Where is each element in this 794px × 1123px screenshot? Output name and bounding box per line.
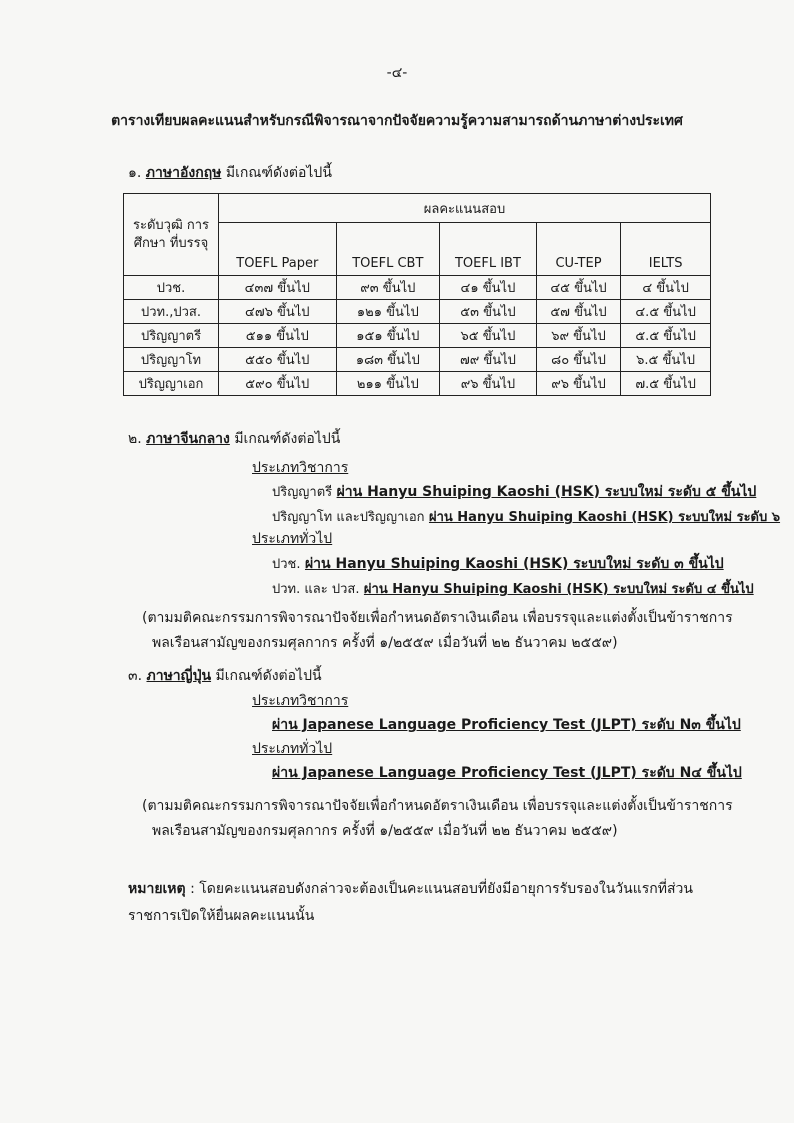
table-cell: ๖.๕ ขึ้นไป <box>621 348 711 372</box>
remark-text: : โดยคะแนนสอบดังกล่าวจะต้องเป็นคะแนนสอบที่ยังมีอายุการรับรองในวันแรกที่ส่วนราชการเปิดให้ยื่นผลคะแนนนั้น <box>128 881 693 924</box>
requirement-text: ผ่าน Japanese Language Proficiency Test (JLPT) ระดับ N๔ ขึ้นไป <box>272 765 742 781</box>
chinese-academic-graduate <box>272 506 780 527</box>
table-header-col: TOEFL IBT <box>440 223 537 276</box>
japanese-academic-label <box>252 690 348 712</box>
table-header-col: CU-TEP <box>536 223 620 276</box>
requirement-text: ผ่าน Hanyu Shuiping Kaoshi (HSK) ระบบใหม่ ระดับ ๖ <box>428 510 781 525</box>
table-cell: ๕๓ ขึ้นไป <box>440 300 537 324</box>
category-label: ประเภทวิชาการ <box>252 460 349 476</box>
japanese-academic-requirement <box>272 714 741 736</box>
section-number: ๑. <box>128 165 142 181</box>
category-label: ประเภททั่วไป <box>252 741 333 757</box>
section-number: ๓. <box>128 668 143 684</box>
table-cell: ๙๖ ขึ้นไป <box>440 372 537 396</box>
table-cell: ๗.๕ ขึ้นไป <box>621 372 711 396</box>
requirement-text: ผ่าน Hanyu Shuiping Kaoshi (HSK) ระบบใหม่ ระดับ ๓ ขึ้นไป <box>304 556 724 572</box>
section-language-name: ภาษาอังกฤษ <box>145 165 222 181</box>
table-cell: ๕๑๑ ขึ้นไป <box>219 324 337 348</box>
chinese-academic-label <box>252 457 348 479</box>
table-row <box>124 300 711 324</box>
table-row <box>124 276 711 300</box>
table-cell: ๑๒๑ ขึ้นไป <box>336 300 440 324</box>
category-label: ประเภทวิชาการ <box>252 693 349 709</box>
table-row <box>124 348 711 372</box>
degree-label: ปริญญาโท และปริญญาเอก <box>272 510 425 525</box>
table-cell: ๔ ขึ้นไป <box>621 276 711 300</box>
table-cell: ๔๑ ขึ้นไป <box>440 276 537 300</box>
remark-note <box>128 876 728 930</box>
section-language-name: ภาษาญี่ปุ่น <box>146 668 212 684</box>
table-header-level: ระดับวุฒิ การศึกษา ที่บรรจุ <box>124 194 219 276</box>
degree-label: ปวช. <box>272 557 301 572</box>
page-title: ตารางเทียบผลคะแนนสำหรับกรณีพิจารณาจากปัจจัยความรู้ความสามารถด้านภาษาต่างประเทศ <box>111 113 683 129</box>
table-cell: ๘๐ ขึ้นไป <box>536 348 620 372</box>
table-header-col: TOEFL CBT <box>336 223 440 276</box>
page-number: -๔- <box>386 65 408 81</box>
section-english-heading <box>128 162 332 184</box>
table-cell: ๑๘๓ ขึ้นไป <box>336 348 440 372</box>
requirement-text: ผ่าน Japanese Language Proficiency Test (JLPT) ระดับ N๓ ขึ้นไป <box>272 717 741 733</box>
table-header-group: ผลคะแนนสอบ <box>219 194 711 223</box>
table-cell: ๔๗๖ ขึ้นไป <box>219 300 337 324</box>
table-cell: ๗๙ ขึ้นไป <box>440 348 537 372</box>
table-cell-level: ปวช. <box>124 276 219 300</box>
table-header-col: IELTS <box>621 223 711 276</box>
chinese-general-vocational <box>272 553 724 575</box>
section-language-name: ภาษาจีนกลาง <box>146 431 230 447</box>
section-criteria: มีเกณฑ์ดังต่อไปนี้ <box>215 668 322 684</box>
section-criteria: มีเกณฑ์ดังต่อไปนี้ <box>234 431 341 447</box>
table-cell: ๕๙๐ ขึ้นไป <box>219 372 337 396</box>
table-cell: ๔๓๗ ขึ้นไป <box>219 276 337 300</box>
table-cell: ๕๗ ขึ้นไป <box>536 300 620 324</box>
section-number: ๒. <box>128 431 142 447</box>
degree-label: ปวท. และ ปวส. <box>272 582 360 597</box>
table-row <box>124 324 711 348</box>
chinese-academic-bachelor <box>272 481 756 503</box>
table-header-col: TOEFL Paper <box>219 223 337 276</box>
table-cell: ๒๑๑ ขึ้นไป <box>336 372 440 396</box>
degree-label: ปริญญาตรี <box>272 485 333 500</box>
section-criteria: มีเกณฑ์ดังต่อไปนี้ <box>225 165 332 181</box>
table-row <box>124 372 711 396</box>
english-score-table <box>123 193 711 396</box>
chinese-general-label <box>252 528 332 550</box>
table-cell: ๔.๕ ขึ้นไป <box>621 300 711 324</box>
table-cell-level: ปริญญาตรี <box>124 324 219 348</box>
table-cell: ๙๓ ขึ้นไป <box>336 276 440 300</box>
chinese-general-high-vocational <box>272 578 754 599</box>
table-cell-level: ปริญญาเอก <box>124 372 219 396</box>
japanese-general-label <box>252 738 332 760</box>
table-cell: ๖๙ ขึ้นไป <box>536 324 620 348</box>
table-cell-level: ปวท.,ปวส. <box>124 300 219 324</box>
table-cell: ๙๖ ขึ้นไป <box>536 372 620 396</box>
requirement-text: ผ่าน Hanyu Shuiping Kaoshi (HSK) ระบบใหม่ ระดับ ๔ ขึ้นไป <box>363 582 754 597</box>
table-cell: ๖๕ ขึ้นไป <box>440 324 537 348</box>
table-cell-level: ปริญญาโท <box>124 348 219 372</box>
japanese-note-line-2: พลเรือนสามัญของกรมศุลกากร ครั้งที่ ๑/๒๕๕๙ เมื่อวันที่ ๒๒ ธันวาคม ๒๕๕๙) <box>152 823 618 839</box>
section-chinese-heading <box>128 428 340 450</box>
chinese-note-line-1: (ตามมติคณะกรรมการพิจารณาปัจจัยเพื่อกำหนดอัตราเงินเดือน เพื่อบรรจุและแต่งตั้งเป็นข้าราชการ <box>142 610 733 626</box>
requirement-text: ผ่าน Hanyu Shuiping Kaoshi (HSK) ระบบใหม่ ระดับ ๕ ขึ้นไป <box>336 484 757 500</box>
japanese-note-line-1: (ตามมติคณะกรรมการพิจารณาปัจจัยเพื่อกำหนดอัตราเงินเดือน เพื่อบรรจุและแต่งตั้งเป็นข้าราชการ <box>142 798 733 814</box>
table-cell: ๕.๕ ขึ้นไป <box>621 324 711 348</box>
table-cell: ๑๕๑ ขึ้นไป <box>336 324 440 348</box>
japanese-general-requirement <box>272 762 742 784</box>
category-label: ประเภททั่วไป <box>252 531 333 547</box>
remark-label: หมายเหตุ <box>128 881 186 897</box>
table-cell: ๔๕ ขึ้นไป <box>536 276 620 300</box>
section-japanese-heading <box>128 665 322 687</box>
chinese-note-line-2: พลเรือนสามัญของกรมศุลกากร ครั้งที่ ๑/๒๕๕๙ เมื่อวันที่ ๒๒ ธันวาคม ๒๕๕๙) <box>152 635 618 651</box>
table-cell: ๕๕๐ ขึ้นไป <box>219 348 337 372</box>
